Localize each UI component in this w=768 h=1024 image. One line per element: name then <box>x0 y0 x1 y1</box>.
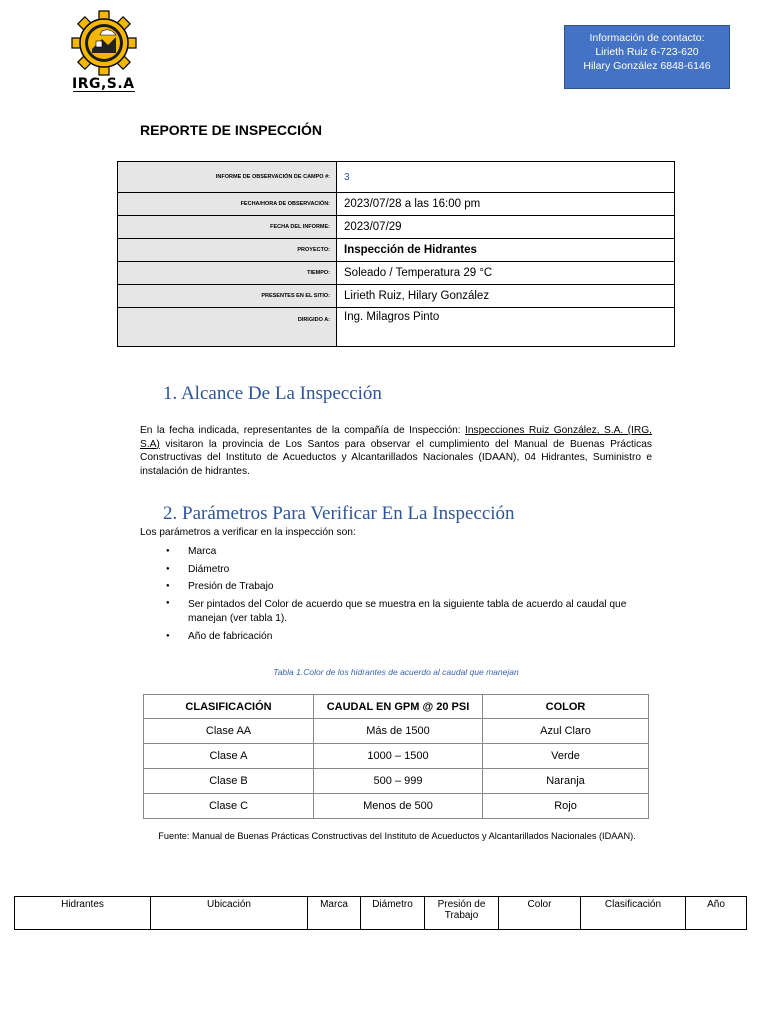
info-row-project <box>118 239 675 262</box>
cell-color: Naranja <box>483 769 649 794</box>
cell-color: Rojo <box>483 794 649 819</box>
header-color: COLOR <box>483 695 649 719</box>
list-item: ● Presión de Trabajo <box>140 578 660 596</box>
info-row-present <box>118 285 675 308</box>
params-list <box>140 543 660 645</box>
header-hydrants: Hidrantes <box>15 897 151 930</box>
info-value: Ing. Milagros Pinto <box>337 308 675 347</box>
logo-underline <box>73 91 135 92</box>
info-value: Soleado / Temperatura 29 °C <box>337 262 675 285</box>
list-item: ● Diámetro <box>140 561 660 579</box>
table-row <box>144 744 649 769</box>
info-label: FECHA/HORA DE OBSERVACIÓN: <box>118 193 337 216</box>
cell-color: Verde <box>483 744 649 769</box>
logo-text: IRG,S.A <box>72 76 135 92</box>
company-name: Inspecciones Ruiz González, S.A. (IRG, S.A) <box>140 425 652 450</box>
list-item: ● Año de fabricación <box>140 628 660 646</box>
info-value: Lirieth Ruiz, Hilary González <box>337 285 675 308</box>
cell-flow: Menos de 500 <box>314 794 483 819</box>
list-item: ● Marca <box>140 543 660 561</box>
info-value: 3 <box>337 162 675 193</box>
header-brand: Marca <box>308 897 361 930</box>
header-location: Ubicación <box>151 897 308 930</box>
cell-flow: 1000 – 1500 <box>314 744 483 769</box>
params-intro: Los parámetros a verificar en la inspección son: <box>140 527 356 538</box>
table-source-note: Fuente: Manual de Buenas Prácticas Constructivas del Instituto de Acueductos y Alcantarillados Nacionales (IDAAN). <box>158 831 636 841</box>
info-row-report-date <box>118 216 675 239</box>
scope-paragraph <box>140 424 652 478</box>
contact-line-lirieth: Lirieth Ruiz 6-723-620 <box>595 46 699 58</box>
info-label: TIEMPO: <box>118 262 337 285</box>
info-row-weather <box>118 262 675 285</box>
cell-flow: Más de 1500 <box>314 719 483 744</box>
header-classification: CLASIFICACIÓN <box>144 695 314 719</box>
header-diameter: Diámetro <box>361 897 425 930</box>
gear-helmet-logo-icon <box>66 10 142 76</box>
info-row-observation-date <box>118 193 675 216</box>
cell-classification: Clase C <box>144 794 314 819</box>
header-flow: CAUDAL EN GPM @ 20 PSI <box>314 695 483 719</box>
cell-classification: Clase AA <box>144 719 314 744</box>
table-1-caption: Tabla 1.Color de los hidrantes de acuerdo al caudal que manejan <box>273 667 519 677</box>
info-value: Inspección de Hidrantes <box>337 239 675 262</box>
cell-classification: Clase A <box>144 744 314 769</box>
hydrant-color-table <box>143 694 649 819</box>
header-classification: Clasificación <box>581 897 686 930</box>
scope-text-end: visitaron la provincia de Los Santos para observar el cumplimiento del Manual de Buenas Prácticas Constructivas del Instituto de Acueductos y Alcantarillados Nacionales (IDAAN), 04 Hidrantes, Suministro e instalación de hidrantes. <box>140 438 652 477</box>
table-row <box>144 769 649 794</box>
info-label: INFORME DE OBSERVACIÓN DE CAMPO #: <box>118 162 337 193</box>
scope-text-start: En la fecha indicada, representantes de la compañía de Inspección: <box>140 425 466 436</box>
report-info-table <box>117 161 675 347</box>
info-label: PROYECTO: <box>118 239 337 262</box>
contact-line-title: Información de contacto: <box>589 32 705 44</box>
info-row-addressed-to <box>118 308 675 347</box>
info-label: PRESENTES EN EL SITIO: <box>118 285 337 308</box>
table-header-row <box>144 695 649 719</box>
info-label: FECHA DEL INFORME: <box>118 216 337 239</box>
cell-flow: 500 – 999 <box>314 769 483 794</box>
cell-color: Azul Claro <box>483 719 649 744</box>
info-value: 2023/07/29 <box>337 216 675 239</box>
contact-line-hilary: Hilary González 6848-6146 <box>583 60 711 72</box>
table-row <box>144 794 649 819</box>
cell-classification: Clase B <box>144 769 314 794</box>
header-year: Año <box>686 897 747 930</box>
info-label: DIRIGIDO A: <box>118 308 337 347</box>
contact-info-box <box>564 25 730 89</box>
section-1-heading: 1. Alcance De La Inspección <box>163 383 382 404</box>
table-row <box>144 719 649 744</box>
list-item: ● Ser pintados del Color de acuerdo que se muestra en la siguiente tabla de acuerdo al caudal que manejan (ver tabla 1). <box>140 596 660 628</box>
info-row-report-number <box>118 162 675 193</box>
header-color: Color <box>499 897 581 930</box>
report-title: REPORTE DE INSPECCIÓN <box>140 122 323 138</box>
hydrant-data-table <box>14 896 747 930</box>
section-2-heading: 2. Parámetros Para Verificar En La Inspección <box>163 503 515 524</box>
header-working-pressure: Presión de Trabajo <box>425 897 499 930</box>
table-header-row <box>15 897 747 930</box>
info-value: 2023/07/28 a las 16:00 pm <box>337 193 675 216</box>
